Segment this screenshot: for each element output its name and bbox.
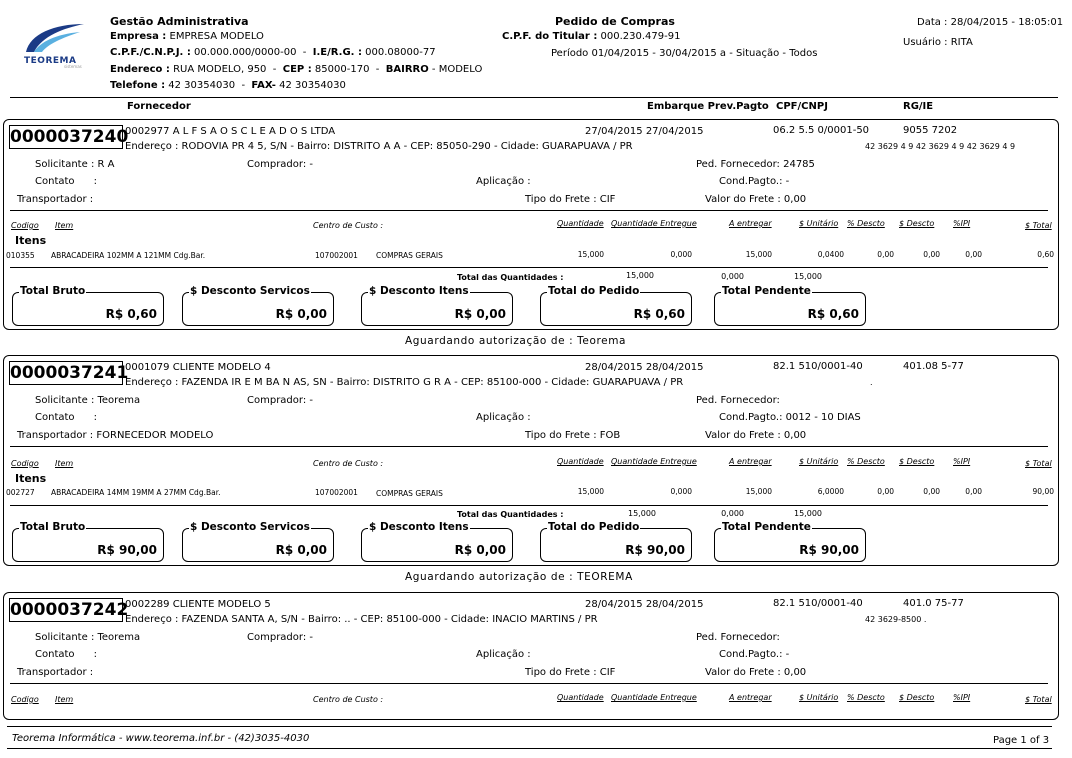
total-aentregar: 15,000 <box>794 272 822 281</box>
order-rule <box>10 446 1048 447</box>
hdr-item: Item <box>55 221 74 230</box>
fornecedor-address: Endereço : RODOVIA PR 4 5, S/N - Bairro: DISTRITO A A - CEP: 85050-290 - Cidade: GUARAPUAVA / PR <box>125 141 633 152</box>
logo-tagline: sistemas <box>64 64 82 69</box>
order-dates: 27/04/2015 27/04/2015 <box>585 126 704 137</box>
hdr-unitario: $ Unitário <box>799 219 839 228</box>
item-descricao: ABRACADEIRA 102MM A 121MM Cdg.Bar. <box>51 251 206 260</box>
hdr-entregue: Quantidade Entregue <box>611 693 697 702</box>
tipo-frete: Tipo do Frete : CIF <box>525 667 616 678</box>
item-centro: 107002001 <box>315 251 358 260</box>
itens-label: Itens <box>15 234 47 247</box>
comprador: Comprador: - <box>247 159 313 170</box>
fornecedor-address: Endereço : FAZENDA IR E M BA N AS, SN - Bairro: DISTRITO G R A - CEP: 85100-000 - Cidade: GUARAPUAVA / PR <box>125 377 684 388</box>
periodo-line: Período 01/04/2015 - 30/04/2015 a - Situação - Todos <box>551 48 818 59</box>
total-quantidades-label: Total das Quantidades : <box>457 510 564 519</box>
order-dates: 28/04/2015 28/04/2015 <box>585 362 704 373</box>
solicitante: Solicitante : Teorema <box>35 395 141 406</box>
valor-frete: Valor do Frete : 0,00 <box>705 667 807 678</box>
fornecedor-cpf: 82.1 510/0001-40 <box>773 598 863 609</box>
item-unitario: 0,0400 <box>817 250 844 259</box>
fornecedor-name: 0001079 CLIENTE MODELO 4 <box>125 362 271 373</box>
ped-fornecedor: Ped. Fornecedor: 24785 <box>696 159 815 170</box>
desc-itens-box: $ Desconto Itens R$ 0,00 <box>361 292 513 326</box>
aplicacao: Aplicação : <box>476 649 531 660</box>
ped-fornecedor: Ped. Fornecedor: <box>696 632 780 643</box>
hdr-entregue: Quantidade Entregue <box>611 219 697 228</box>
hdr-pctdesc: % Descto <box>847 693 885 702</box>
hdr-centro: Centro de Custo : <box>313 221 384 230</box>
order-rule <box>10 683 1048 684</box>
empresa-line: Empresa : EMPRESA MODELO <box>110 31 264 42</box>
fornecedor-rg: 401.08 5-77 <box>903 361 964 372</box>
col-rg: RG/IE <box>903 101 934 112</box>
item-centro: 107002001 <box>315 488 358 497</box>
tipo-frete: Tipo do Frete : CIF <box>525 194 616 205</box>
company-title: Gestão Administrativa <box>110 15 249 28</box>
aplicacao: Aplicação : <box>476 176 531 187</box>
total-aentregar: 15,000 <box>794 509 822 518</box>
contato: Contato : <box>35 649 97 660</box>
fornecedor-rg: 401.0 75-77 <box>903 598 964 609</box>
hdr-quantidade: Quantidade <box>557 219 604 228</box>
valor-frete: Valor do Frete : 0,00 <box>705 194 807 205</box>
total-pedido-value: R$ 90,00 <box>625 543 685 557</box>
hdr-codigo: Codigo <box>11 221 39 230</box>
hdr-aentregar: A entregar <box>729 457 772 466</box>
total-quantidades-label: Total das Quantidades : <box>457 273 564 282</box>
fornecedor-phones: 42 3629 4 9 42 3629 4 9 42 3629 4 9 <box>865 142 1016 151</box>
item-unitario: 6,0000 <box>817 487 844 496</box>
report-title: Pedido de Compras <box>555 15 675 28</box>
report-date: Data : 28/04/2015 - 18:05:01 <box>917 17 1064 28</box>
order-status: Aguardando autorização de : Teorema <box>405 335 627 347</box>
itens-label: Itens <box>15 472 47 485</box>
desc-itens-value: R$ 0,00 <box>454 543 506 557</box>
hdr-codigo: Codigo <box>11 459 39 468</box>
item-total: 90,00 <box>1032 487 1054 496</box>
fornecedor-cpf: 06.2 5.5 0/0001-50 <box>773 125 870 136</box>
item-quantidade: 15,000 <box>577 487 604 496</box>
hdr-unitario: $ Unitário <box>799 457 839 466</box>
order-number: 0000037241 <box>10 363 129 383</box>
total-pendente-value: R$ 90,00 <box>799 543 859 557</box>
hdr-total: $ Total <box>1025 459 1052 468</box>
hdr-codigo: Codigo <box>11 695 39 704</box>
total-bruto-value: R$ 90,00 <box>97 543 157 557</box>
hdr-desc: $ Descto <box>899 457 935 466</box>
total-quantidade: 15,000 <box>628 509 656 518</box>
contato: Contato : <box>35 176 97 187</box>
item-descricao: ABRACADEIRA 14MM 19MM A 27MM Cdg.Bar. <box>51 488 221 497</box>
total-pedido-box: Total do Pedido R$ 0,60 <box>540 292 692 326</box>
ped-fornecedor: Ped. Fornecedor: <box>696 395 780 406</box>
desc-itens-value: R$ 0,00 <box>454 307 506 321</box>
valor-frete: Valor do Frete : 0,00 <box>705 430 807 441</box>
company-logo <box>20 18 90 69</box>
order-dates: 28/04/2015 28/04/2015 <box>585 599 704 610</box>
total-bruto-box: Total Bruto R$ 90,00 <box>12 528 164 562</box>
total-pendente-value: R$ 0,60 <box>807 307 859 321</box>
hdr-total: $ Total <box>1025 695 1052 704</box>
solicitante: Solicitante : R A <box>35 159 115 170</box>
item-codigo: 010355 <box>6 251 35 260</box>
titular-line: C.P.F. do Titular : 000.230.479-91 <box>502 31 681 42</box>
total-pedido-box: Total do Pedido R$ 90,00 <box>540 528 692 562</box>
cond-pagto: Cond.Pagto.: - <box>719 176 790 187</box>
total-quantidade: 15,000 <box>626 271 654 280</box>
tipo-frete: Tipo do Frete : FOB <box>525 430 621 441</box>
hdr-centro: Centro de Custo : <box>313 459 384 468</box>
cnpj-line: C.P.F./C.N.P.J. : 00.000.000/0000-00 - I.E/R.G. : 000.08000-77 <box>110 47 436 58</box>
cond-pagto: Cond.Pagto.: 0012 - 10 DIAS <box>719 412 861 423</box>
order-card <box>3 355 1059 566</box>
hdr-pctdesc: % Descto <box>847 457 885 466</box>
desc-servicos-value: R$ 0,00 <box>275 543 327 557</box>
hdr-ipi: %IPI <box>953 219 971 228</box>
solicitante: Solicitante : Teorema <box>35 632 141 643</box>
order-card <box>3 592 1059 720</box>
order-number: 0000037240 <box>10 127 129 147</box>
contato: Contato : <box>35 412 97 423</box>
fornecedor-rg: 9055 7202 <box>903 125 958 136</box>
order-number: 0000037242 <box>10 600 129 620</box>
hdr-quantidade: Quantidade <box>557 457 604 466</box>
order-rule <box>10 210 1048 211</box>
teorema-swoosh-icon <box>20 18 90 58</box>
desc-servicos-box: $ Desconto Servicos R$ 0,00 <box>182 528 334 562</box>
transportador: Transportador : FORNECEDOR MODELO <box>17 430 214 441</box>
page-number: Page 1 of 3 <box>993 735 1050 746</box>
hdr-item: Item <box>55 695 74 704</box>
col-fornecedor: Fornecedor <box>127 101 191 112</box>
item-centro-nome: COMPRAS GERAIS <box>376 251 443 260</box>
order-status: Aguardando autorização de : TEOREMA <box>405 571 633 583</box>
comprador: Comprador: - <box>247 395 313 406</box>
total-pendente-box: Total Pendente R$ 90,00 <box>714 528 866 562</box>
footer-info: Teorema Informática - www.teorema.inf.br - (42)3035-4030 <box>12 733 310 744</box>
hdr-centro: Centro de Custo : <box>313 695 384 704</box>
transportador: Transportador : <box>17 667 94 678</box>
totals-rule <box>10 267 1048 268</box>
comprador: Comprador: - <box>247 632 313 643</box>
order-card <box>3 119 1059 330</box>
footer-bottom-rule <box>7 748 1052 749</box>
header-rule <box>10 97 1058 98</box>
fornecedor-phones: 42 3629-8500 . <box>865 615 927 624</box>
total-pendente-box: Total Pendente R$ 0,60 <box>714 292 866 326</box>
fornecedor-name: 0002977 A L F S A O S C L E A D O S LTDA <box>125 126 336 137</box>
hdr-item: Item <box>55 459 74 468</box>
col-embarque: Embarque Prev.Pagto <box>647 101 769 112</box>
hdr-unitario: $ Unitário <box>799 693 839 702</box>
hdr-entregue: Quantidade Entregue <box>611 457 697 466</box>
hdr-pctdesc: % Descto <box>847 219 885 228</box>
hdr-ipi: %IPI <box>953 457 971 466</box>
total-pedido-value: R$ 0,60 <box>633 307 685 321</box>
item-codigo: 002727 <box>6 488 35 497</box>
total-entregue: 0,000 <box>721 272 744 281</box>
item-ipi: 0,00 <box>965 487 982 496</box>
logo-text: TEOREMA <box>24 56 77 66</box>
desc-itens-box: $ Desconto Itens R$ 0,00 <box>361 528 513 562</box>
fornecedor-name: 0002289 CLIENTE MODELO 5 <box>125 599 271 610</box>
total-bruto-value: R$ 0,60 <box>105 307 157 321</box>
fornecedor-address: Endereço : FAZENDA SANTA A, S/N - Bairro: .. - CEP: 85100-000 - Cidade: INACIO MARTINS / PR <box>125 614 598 625</box>
hdr-desc: $ Descto <box>899 693 935 702</box>
hdr-ipi: %IPI <box>953 693 971 702</box>
total-bruto-box: Total Bruto R$ 0,60 <box>12 292 164 326</box>
item-centro-nome: COMPRAS GERAIS <box>376 489 443 498</box>
hdr-aentregar: A entregar <box>729 219 772 228</box>
item-aentregar: 15,000 <box>745 487 772 496</box>
item-quantidade: 15,000 <box>577 250 604 259</box>
item-total: 0,60 <box>1037 250 1054 259</box>
hdr-total: $ Total <box>1025 221 1052 230</box>
col-cpf: CPF/CNPJ <box>776 101 828 112</box>
item-pctdesc: 0,00 <box>877 487 894 496</box>
aplicacao: Aplicação : <box>476 412 531 423</box>
desc-servicos-value: R$ 0,00 <box>275 307 327 321</box>
report-user: Usuário : RITA <box>903 37 973 48</box>
item-entregue: 0,000 <box>670 487 692 496</box>
fornecedor-cpf: 82.1 510/0001-40 <box>773 361 863 372</box>
item-entregue: 0,000 <box>670 250 692 259</box>
total-entregue: 0,000 <box>721 509 744 518</box>
fornecedor-phones: . <box>870 378 873 387</box>
hdr-desc: $ Descto <box>899 219 935 228</box>
item-aentregar: 15,000 <box>745 250 772 259</box>
item-pctdesc: 0,00 <box>877 250 894 259</box>
item-desc: 0,00 <box>923 487 940 496</box>
desc-servicos-box: $ Desconto Servicos R$ 0,00 <box>182 292 334 326</box>
hdr-quantidade: Quantidade <box>557 693 604 702</box>
totals-rule <box>10 505 1048 506</box>
telefone-line: Telefone : 42 30354030 - FAX- 42 30354030 <box>110 80 346 91</box>
cond-pagto: Cond.Pagto.: - <box>719 649 790 660</box>
item-desc: 0,00 <box>923 250 940 259</box>
footer-rule <box>7 726 1052 727</box>
endereco-line: Endereco : RUA MODELO, 950 - CEP : 85000-170 - BAIRRO - MODELO <box>110 64 483 75</box>
item-ipi: 0,00 <box>965 250 982 259</box>
transportador: Transportador : <box>17 194 94 205</box>
hdr-aentregar: A entregar <box>729 693 772 702</box>
